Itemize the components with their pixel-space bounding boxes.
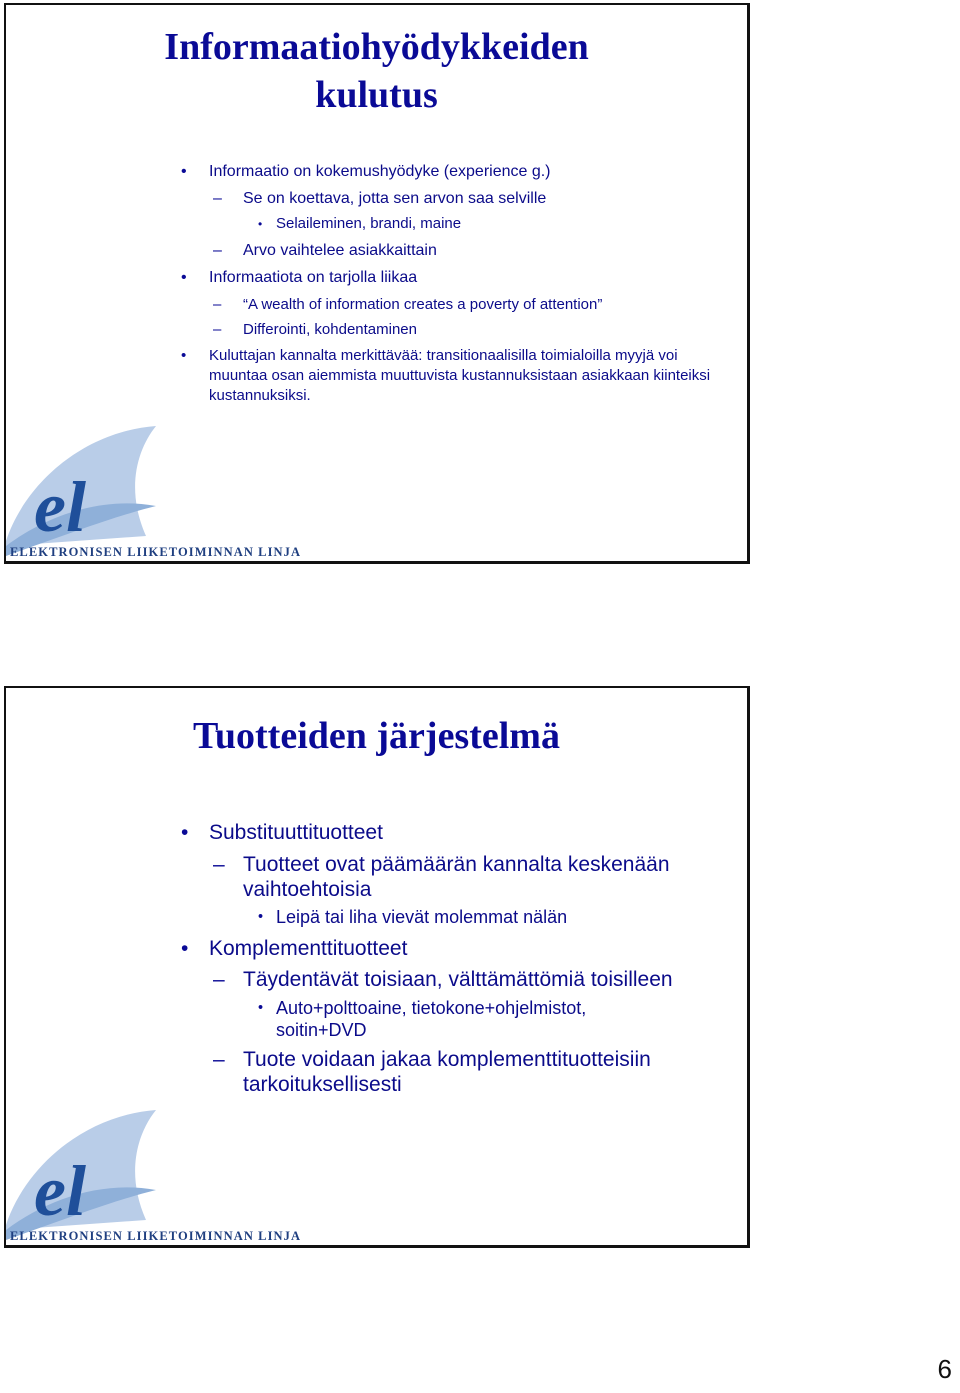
bullet-experience-good: • Informaatio on kokemushyödyke (experience g.) <box>209 162 551 182</box>
bullet-must-experience: – Se on koettava, jotta sen arvon saa selville <box>243 189 546 209</box>
bullet-alternative-products: – Tuotteet ovat päämäärän kannalta keskenään vaihtoehtoisia <box>243 852 723 902</box>
bullet-complement-examples: • Auto+polttoaine, tietokone+ohjelmistot, soitin+DVD <box>276 997 676 1041</box>
bullet-value-varies: – Arvo vaihtelee asiakkaittain <box>243 241 437 261</box>
logo-letters: el <box>34 467 86 547</box>
logo-caption: ELEKTRONISEN LIIKETOIMINNAN LINJA <box>10 1229 300 1243</box>
logo-caption: ELEKTRONISEN LIIKETOIMINNAN LINJA <box>10 545 300 559</box>
logo-letters: el <box>34 1151 86 1231</box>
bullet-complements: • Komplementtituotteet <box>209 936 407 961</box>
slide-1 <box>4 3 750 564</box>
slide-2 <box>4 686 750 1248</box>
bullet-substitutes: • Substituuttituotteet <box>209 820 383 845</box>
bullet-bread-meat: • Leipä tai liha vievät molemmat nälän <box>276 906 567 928</box>
page-number: 6 <box>937 1354 952 1384</box>
slide-title: Tuotteiden järjestelmä <box>193 715 560 757</box>
title-line-1: Informaatiohyödykkeiden <box>164 26 589 68</box>
bullet-browsing-brand: • Selaileminen, brandi, maine <box>276 214 461 234</box>
slide-title <box>6 23 747 119</box>
bullet-differentiation: – Differointi, kohdentaminen <box>243 320 417 340</box>
bullet-complement-each-other: – Täydentävät toisiaan, välttämättömiä toisilleen <box>243 967 673 992</box>
bullet-wealth-quote: – “A wealth of information creates a poverty of attention” <box>243 295 602 315</box>
bullet-too-much-info: • Informaatiota on tarjolla liikaa <box>209 268 417 288</box>
el-logo <box>6 1105 306 1245</box>
bullet-consumer-perspective: • Kuluttajan kannalta merkittävää: transitionaalisilla toimialoilla myyjä voi muuntaa osan aiemmista muuttuvista kustannuksistaan asiakkaan kiinteiksi kustannuksiksi. <box>209 346 729 406</box>
title-line-2: kulutus <box>315 74 438 116</box>
el-logo <box>6 421 306 561</box>
bullet-product-split: – Tuote voidaan jakaa komplementtituotteisiin tarkoituksellisesti <box>243 1047 723 1097</box>
